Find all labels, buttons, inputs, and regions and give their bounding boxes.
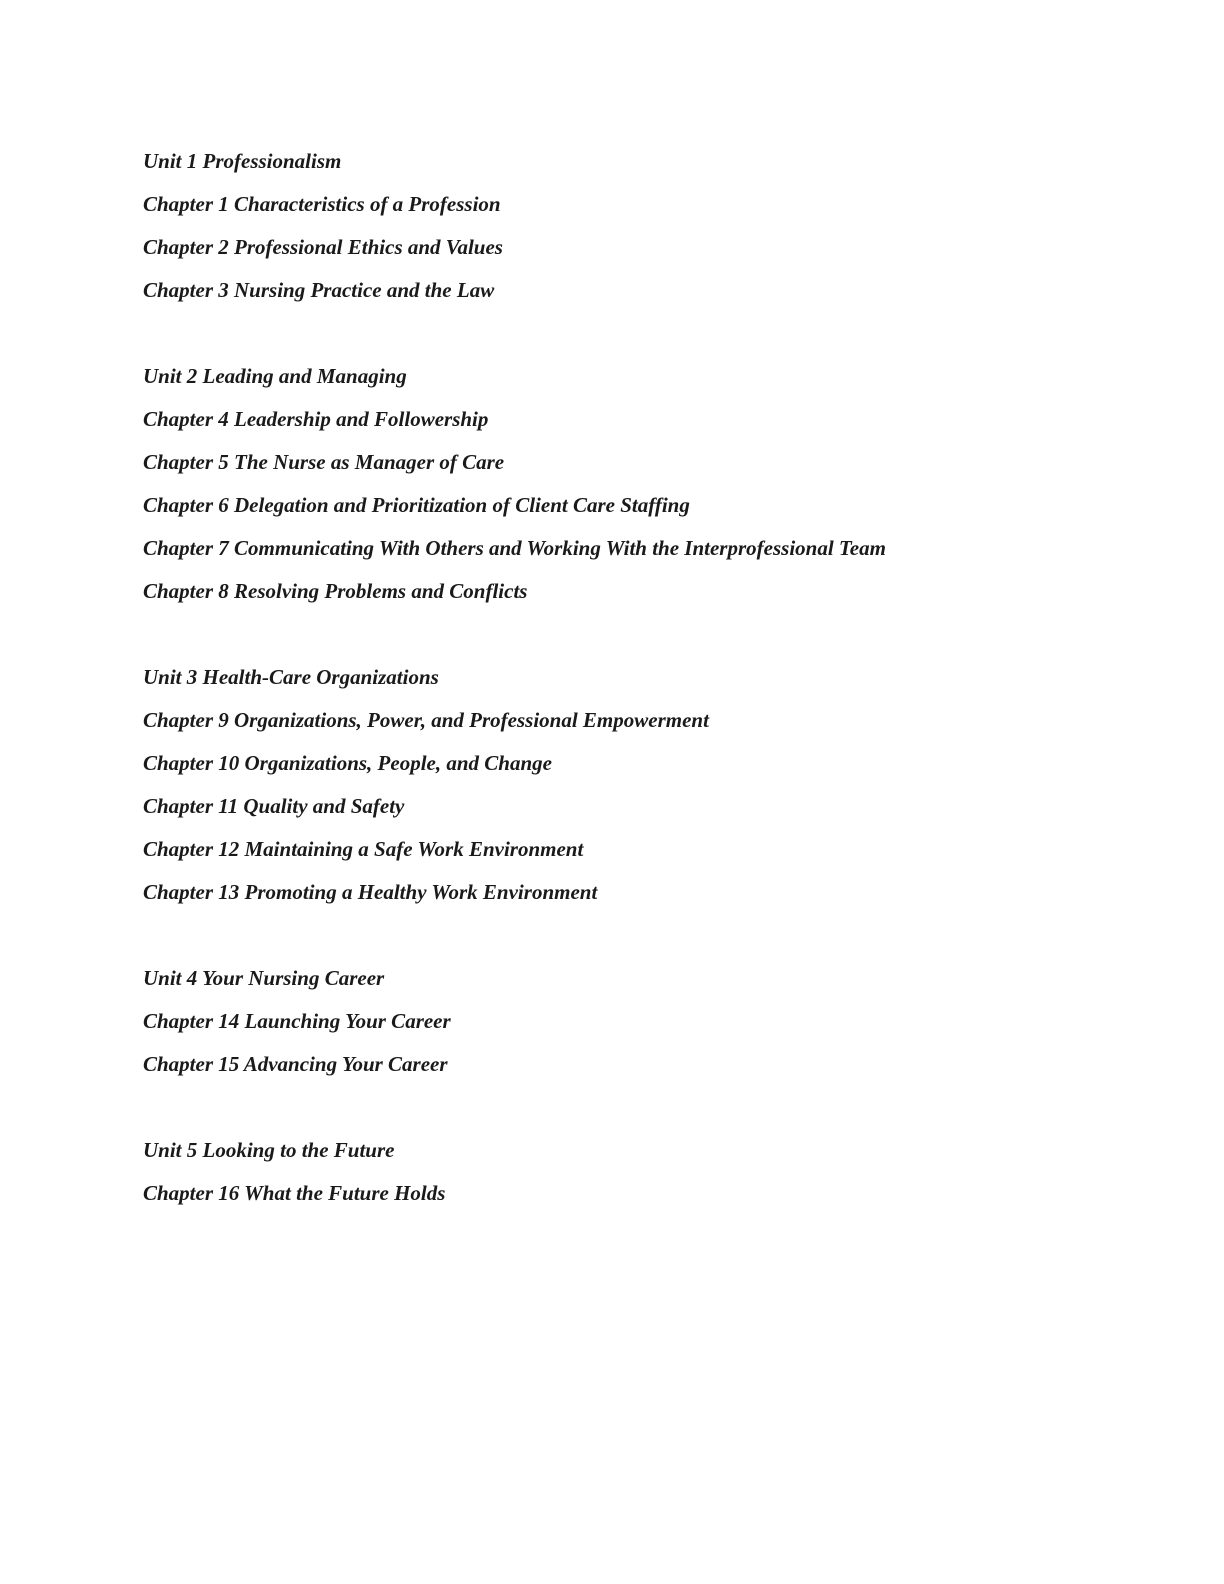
unit-title: Unit 5 Looking to the Future [143,1138,395,1162]
unit-3 [143,656,1143,914]
chapter-13: Chapter 13 Promoting a Healthy Work Environment [143,880,598,904]
chapter-9: Chapter 9 Organizations, Power, and Professional Empowerment [143,708,709,732]
unit-title: Unit 3 Health-Care Organizations [143,665,439,689]
chapter-5: Chapter 5 The Nurse as Manager of Care [143,450,505,474]
chapter-8: Chapter 8 Resolving Problems and Conflicts [143,579,528,603]
chapter-11: Chapter 11 Quality and Safety [143,794,405,818]
unit-5 [143,1129,1143,1215]
chapter-15: Chapter 15 Advancing Your Career [143,1052,448,1076]
chapter-16: Chapter 16 What the Future Holds [143,1181,446,1205]
unit-title: Unit 1 Professionalism [143,149,342,173]
chapter-12: Chapter 12 Maintaining a Safe Work Environment [143,837,584,861]
chapter-6: Chapter 6 Delegation and Prioritization of Client Care Staffing [143,493,690,517]
unit-1 [143,140,1143,312]
chapter-1: Chapter 1 Characteristics of a Profession [143,192,501,216]
table-of-contents [143,140,1143,1258]
chapter-14: Chapter 14 Launching Your Career [143,1009,451,1033]
unit-4 [143,957,1143,1086]
unit-title: Unit 2 Leading and Managing [143,364,407,388]
unit-2 [143,355,1143,613]
chapter-2: Chapter 2 Professional Ethics and Values [143,235,503,259]
chapter-4: Chapter 4 Leadership and Followership [143,407,489,431]
chapter-10: Chapter 10 Organizations, People, and Change [143,751,552,775]
chapter-3: Chapter 3 Nursing Practice and the Law [143,278,495,302]
unit-title: Unit 4 Your Nursing Career [143,966,385,990]
chapter-7: Chapter 7 Communicating With Others and Working With the Interprofessional Team [143,536,886,560]
